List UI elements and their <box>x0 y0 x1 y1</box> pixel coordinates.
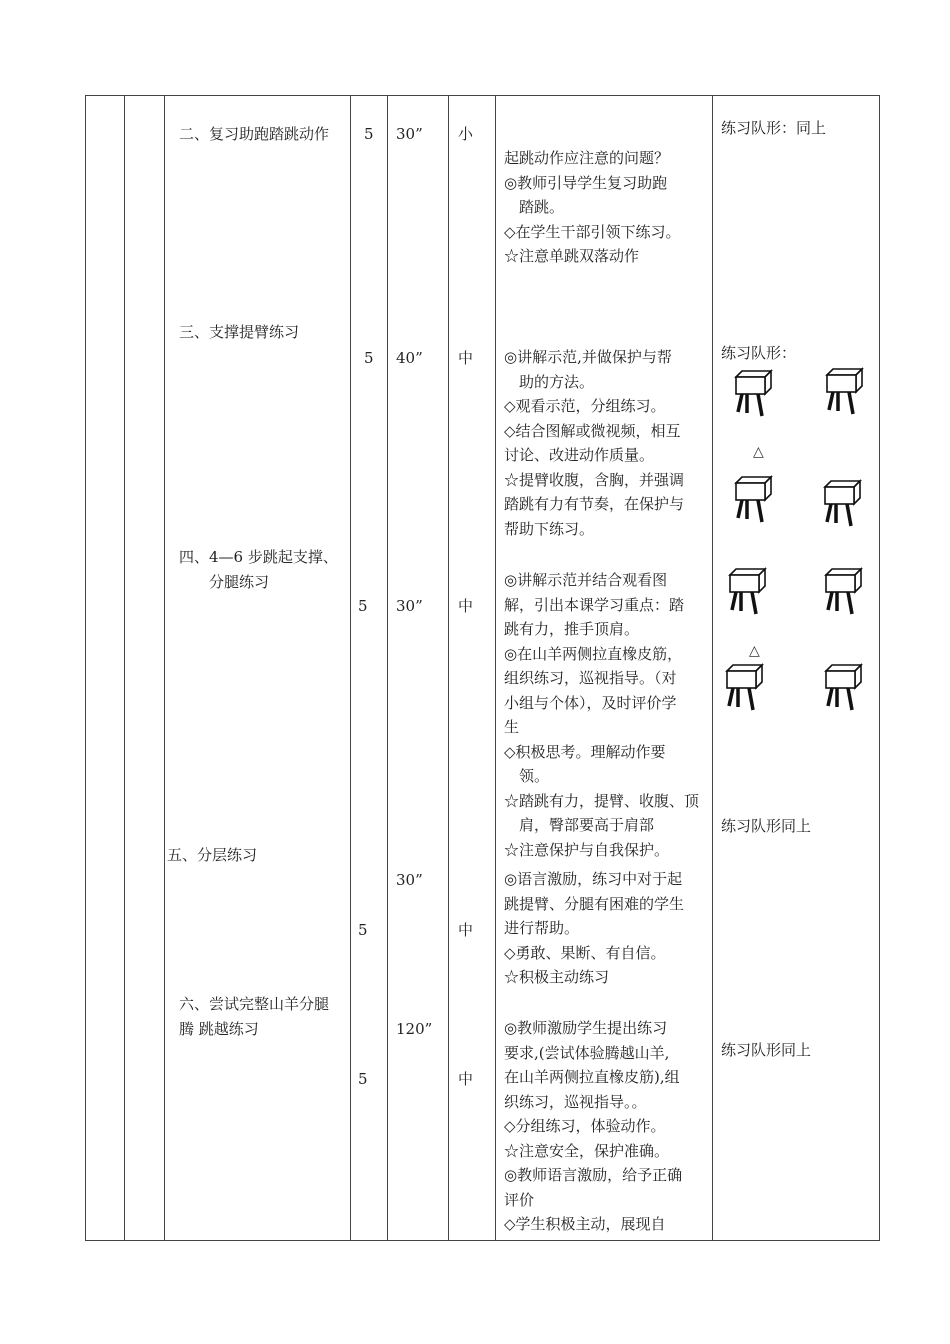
vaulting-box-icon <box>733 474 773 528</box>
teacher-marker: △ <box>749 643 760 659</box>
vaulting-box-icon <box>733 368 773 422</box>
teacher-marker: △ <box>753 444 764 460</box>
column-divider <box>387 96 388 1240</box>
column-divider <box>712 96 713 1240</box>
column-divider <box>448 96 449 1240</box>
column-divider <box>124 96 125 1240</box>
time-cell: 30” <box>396 597 423 615</box>
intensity-cell: 中 <box>458 349 474 367</box>
activity-title: 二、复习助跑踏跳动作 <box>179 125 330 143</box>
method-text: 起跳动作应注意的问题？ ◎教师引导学生复习助跑 踏跳。 ◇在学生干部引领下练习。 ☆注意单跳双落动作 <box>504 149 681 265</box>
count-cell: 5 <box>364 125 374 143</box>
formation-note: 练习队形同上 <box>721 1041 812 1059</box>
formation-note: 练习队形同上 <box>721 817 812 835</box>
vaulting-box-icon <box>824 366 864 420</box>
time-cell: 30” <box>396 125 423 143</box>
column-divider <box>495 96 496 1240</box>
formation-note: 练习队形：同上 <box>721 119 827 137</box>
activity-title: 三、支撑提臂练习 <box>179 323 300 341</box>
activity-title: 五、分层练习 <box>167 846 258 864</box>
intensity-cell: 中 <box>458 1070 474 1088</box>
vaulting-box-icon <box>822 478 862 532</box>
method-text: ◎讲解示范并结合观看图 解，引出本课学习重点：踏 跳有力，推手顶肩。 ◎在山羊两侧拉直橡皮筋， 组织练习，巡视指导。（对 小组与个体），及时评价学 生 ◇积极思考。理解动作要 领。 ☆踏跳有力，提臂、收腹、顶 肩，臀部要高于肩部 ☆注意保护与自我保护。 <box>504 571 700 859</box>
time-cell: 30” <box>396 871 423 889</box>
column-divider <box>350 96 351 1240</box>
count-cell: 5 <box>358 597 368 615</box>
activity-title: 四、4—6 步跳起支撑、 分腿练习 <box>179 548 338 591</box>
formation-note: 练习队形： <box>721 344 797 362</box>
intensity-cell: 中 <box>458 921 474 939</box>
activity-title: 六、尝试完整山羊分腿 腾 跳越练习 <box>179 995 330 1038</box>
vaulting-box-icon <box>724 662 764 716</box>
vaulting-box-icon <box>823 662 863 716</box>
method-text: ◎语言激励，练习中对于起 跳提臂、分腿有困难的学生 进行帮助。 ◇勇敢、果断、有自信。 ☆积极主动练习 <box>504 870 685 986</box>
column-divider <box>164 96 165 1240</box>
time-cell: 40” <box>396 349 423 367</box>
method-text: ◎讲解示范,并做保护与帮 助的方法。 ◇观看示范，分组练习。 ◇结合图解或微视频，相互 讨论、改进动作质量。 ☆提臂收腹，含胸，并强调 踏跳有力有节奏，在保护与 帮助下练习。 <box>504 348 685 538</box>
vaulting-box-icon <box>823 566 863 620</box>
count-cell: 5 <box>358 921 368 939</box>
intensity-cell: 小 <box>458 125 474 143</box>
intensity-cell: 中 <box>458 597 474 615</box>
count-cell: 5 <box>358 1070 368 1088</box>
method-text: ◎教师激励学生提出练习 要求,(尝试体验腾越山羊, 在山羊两侧拉直橡皮筋),组 织练习，巡视指导。。 ◇分组练习，体验动作。 ☆注意安全，保护准确。 ◎教师语言激励，给予正确 评价 ◇学生积极主动，展现自 <box>504 1019 683 1233</box>
count-cell: 5 <box>364 349 374 367</box>
vaulting-box-icon <box>727 566 767 620</box>
time-cell: 120” <box>396 1020 433 1038</box>
